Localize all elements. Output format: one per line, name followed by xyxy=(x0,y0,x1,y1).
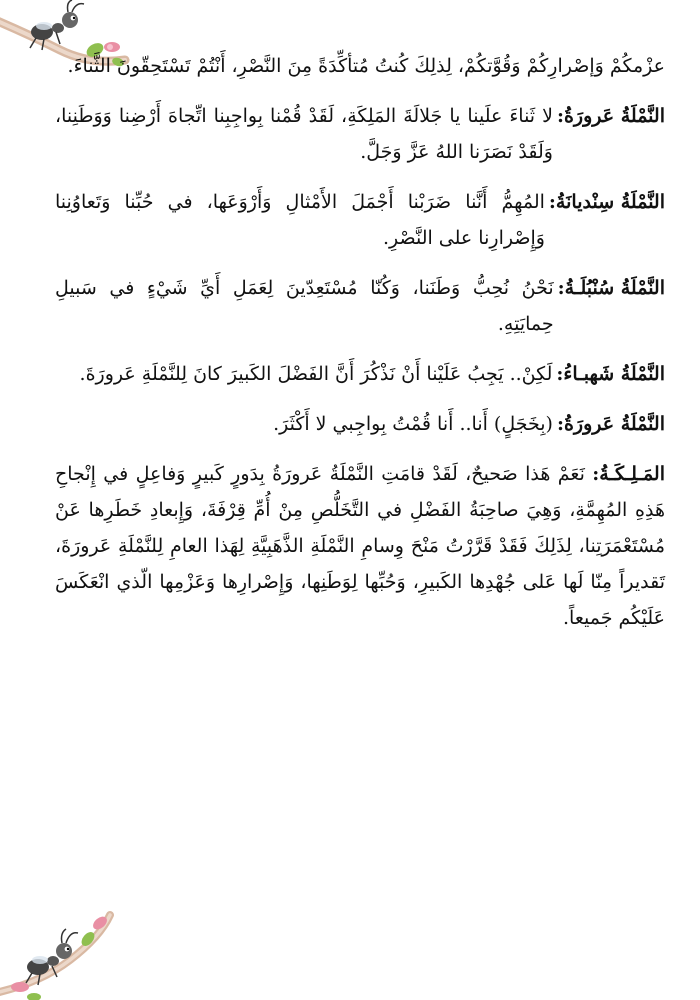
speaker-name: النَّمْلَةُ سُنْبُلَـةُ: xyxy=(557,277,665,299)
dialogue-entry xyxy=(55,456,665,636)
dialogue-entry xyxy=(55,184,665,256)
speech-text: المُهِمُّ أَنَّنا ضَرَبْنا أَجْمَلَ الأَمْثالِ وَأَرْوَعَها، في حُبِّنا وَتَعاوُنِنا وَإِصْرارِنا على النَّصْرِ. xyxy=(55,191,545,249)
speech-text: لا ثَناءَ علَينا يا جَلالَةَ المَلِكَةِ، لَقَدْ قُمْنا بِواجِبِنا اتِّجاهَ أَرْضِنا وَوَطَنِنا، وَلَقَدْ نَصَرَنا اللهُ عَزَّ وَجَلَّ. xyxy=(55,105,553,163)
speech-text: نَعَمْ هَذا صَحيحٌ، لَقَدْ قامَتِ النَّمْلَةُ عَرورَةُ بِدَورٍ كَبيرٍ وَفاعِلٍ في إِنْجاحِ هَذِهِ المُهِمَّةِ، وَهِيَ صاحِبَةُ الفَضْلِ في التَّخَلُّصِ مِنْ أُمِّ قِرْفَةَ، وَإِبعادِ خَطَرِها عَنْ مُسْتَعْمَرَتِنا، لِذَلِكَ فَقَدْ قَرَّرْتُ مَنْحَ وِسامِ النَّمْلَةِ الذَّهَبِيَّةِ لِهَذا العامِ لِلنَّمْلَةِ عَرورَةَ، تَقديراً مِنّا لَها عَلى جُهْدِها الكَبيرِ، وَحُبِّها لِوَطَنِها، وَإِصْرارِها وَعَزْمِها الّذي انْعَكَسَ عَلَيْكُم جَميعاً. xyxy=(55,463,665,629)
speech-text: لَكِنْ.. يَجِبُ عَلَيْنا أَنْ نَذْكُرَ أَنَّ الفَضْلَ الكَبيرَ كانَ لِلنَّمْلَةِ عَرورَةَ. xyxy=(79,363,553,385)
story-page xyxy=(55,48,665,636)
ant-on-branch-icon xyxy=(0,905,130,1000)
speech-text: (بِخَجَلٍ) أَنا.. أَنا قُمْتُ بِواجِبي لا أَكْثَرَ. xyxy=(273,413,553,435)
dialogue-entry xyxy=(55,270,665,342)
dialogue-entry xyxy=(55,356,665,392)
speech-block xyxy=(55,456,665,636)
intro-paragraph: عزْمكُمْ وَإصْرارِكُمْ وَقُوَّتكُمْ، لِذلِكَ كُنتُ مُتأكِّدَةً مِنَ النَّصْرِ، أَنْتُمْ تَسْتَحِقّونَ الثَّناءَ. xyxy=(67,55,665,77)
speaker-name: النَّمْلَةُ عَرورَةُ: xyxy=(556,105,665,127)
speaker-name: المَـلِـكَـةُ: xyxy=(592,463,665,485)
speaker-name: النَّمْلَةُ عَرورَةُ: xyxy=(556,413,665,435)
speaker-name: النَّمْلَةُ سِنْديانَةُ: xyxy=(548,191,665,213)
dialogue-entry xyxy=(55,98,665,170)
dialogue-entry xyxy=(55,406,665,442)
speaker-name: النَّمْلَةُ شَهبـاءُ: xyxy=(556,363,665,385)
speech-text: نَحْنُ نُحِبُّ وَطَنَنا، وَكُنّا مُسْتَعِدّينَ لِعَمَلِ أَيِّ شَيْءٍ في سَبيلِ حِمايَتِهِ. xyxy=(55,277,554,335)
